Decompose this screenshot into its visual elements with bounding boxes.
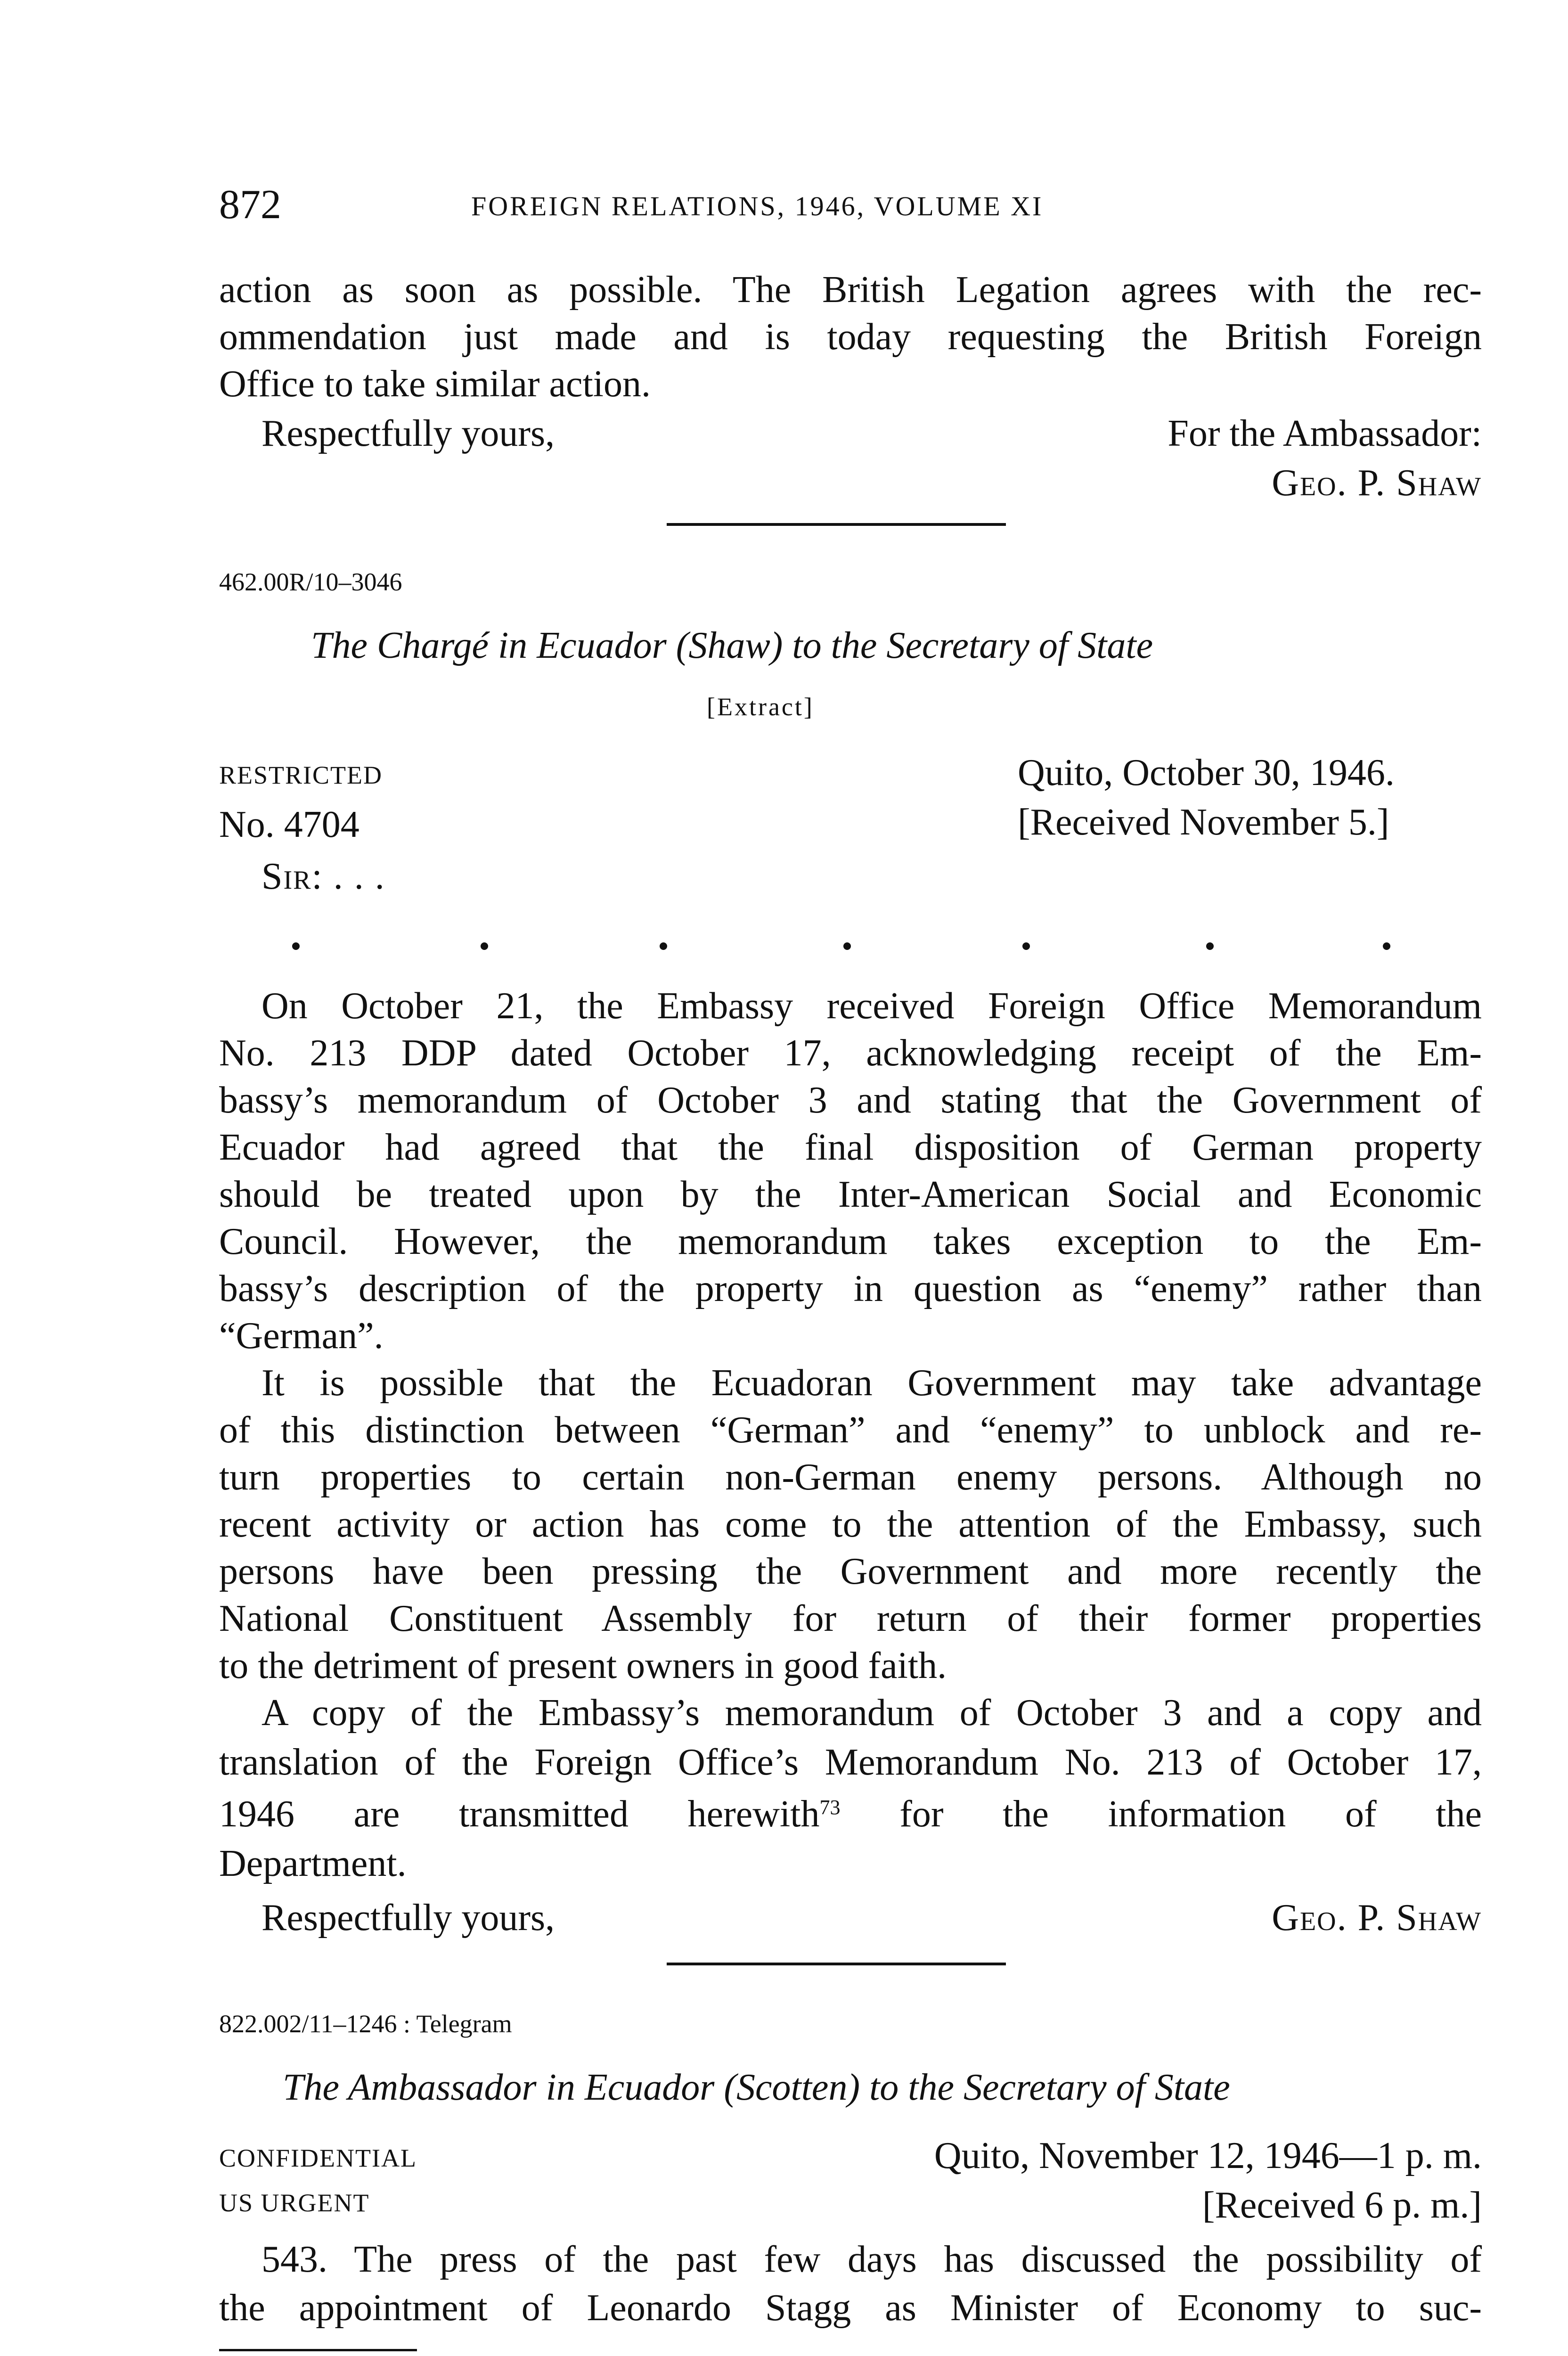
- doc2-extract-note: [Extract]: [707, 693, 814, 721]
- doc2-para1-line-2: No. 213 DDP dated October 17, acknowledging receipt of the Em-: [219, 1032, 1482, 1074]
- running-title: FOREIGN RELATIONS, 1946, VOLUME XI: [471, 191, 1044, 221]
- doc2-closing: Respectfully yours,: [261, 1897, 555, 1939]
- doc3-classification-2: US URGENT: [219, 2189, 370, 2217]
- doc2-para1-line-5: should be treated upon by the Inter-American Social and Economic: [219, 1174, 1482, 1215]
- page-number: 872: [219, 182, 281, 228]
- doc2-title: The Chargé in Ecuador (Shaw) to the Secretary of State: [311, 625, 1153, 666]
- doc2-para2-line-7: to the detriment of present owners in good faith.: [219, 1645, 947, 1686]
- doc2-signature: Geo. P. Shaw: [1272, 1897, 1482, 1939]
- ellipsis-dot: [1206, 942, 1214, 950]
- separator-rule: [667, 1963, 1006, 1965]
- footnote-rule: [219, 2349, 417, 2351]
- footnote-reference: 73: [819, 1796, 841, 1819]
- doc2-received: [Received November 5.]: [1018, 802, 1389, 843]
- doc1-line-2: ommendation just made and is today requesting the British Foreign: [219, 316, 1482, 358]
- doc2-para1-line-7: bassy’s description of the property in question as “enemy” rather than: [219, 1268, 1482, 1309]
- doc1-signature: Geo. P. Shaw: [1272, 462, 1482, 504]
- ellipsis-dot: [1383, 942, 1390, 950]
- ellipsis-dot: [292, 942, 300, 950]
- doc1-line-1: action as soon as possible. The British Legation agrees with the rec-: [219, 269, 1482, 311]
- ellipsis-dot: [660, 942, 667, 950]
- ellipsis-dot: [481, 942, 488, 950]
- doc1-closing: Respectfully yours,: [261, 413, 555, 454]
- doc2-salutation: Sir: . . .: [261, 856, 385, 897]
- doc3-place-date: Quito, November 12, 1946—1 p. m.: [934, 2135, 1482, 2176]
- doc3-file-number: 822.002/11–1246 : Telegram: [219, 2010, 512, 2038]
- doc2-para3-line-4: Department.: [219, 1843, 407, 1884]
- doc2-para1-line-4: Ecuador had agreed that the final disposition of German property: [219, 1127, 1482, 1168]
- doc2-para2-line-2: of this distinction between “German” and “enemy” to unblock and re-: [219, 1409, 1482, 1451]
- doc2-para2-line-5: persons have been pressing the Government and more recently the: [219, 1551, 1482, 1592]
- doc3-received: [Received 6 p. m.]: [1202, 2184, 1482, 2226]
- doc2-para1-line-1: On October 21, the Embassy received Foreign Office Memorandum: [261, 985, 1482, 1027]
- doc1-for-line: For the Ambassador:: [1168, 413, 1482, 454]
- para3-text-after-ref: for the information of the: [899, 1793, 1482, 1835]
- para3-text-before-ref: 1946 are transmitted herewith: [219, 1793, 820, 1835]
- doc3-title: The Ambassador in Ecuador (Scotten) to the Secretary of State: [283, 2067, 1230, 2108]
- doc2-para1-line-6: Council. However, the memorandum takes exception to the Em-: [219, 1221, 1482, 1262]
- doc2-para3-line-3: [219, 1791, 1482, 1838]
- doc2-place-date: Quito, October 30, 1946.: [1018, 752, 1395, 794]
- separator-rule: [667, 523, 1006, 526]
- doc3-line-1: 543. The press of the past few days has discussed the possibility of: [261, 2239, 1482, 2280]
- doc2-para2-line-3: turn properties to certain non-German enemy persons. Although no: [219, 1456, 1482, 1498]
- doc2-file-number: 462.00R/10–3046: [219, 568, 402, 596]
- doc3-classification-1: CONFIDENTIAL: [219, 2144, 417, 2172]
- doc2-para3-line-1: A copy of the Embassy’s memorandum of October 3 and a copy and: [261, 1692, 1482, 1734]
- ellipsis-dot: [1022, 942, 1030, 950]
- doc2-para3-line-2: translation of the Foreign Office’s Memorandum No. 213 of October 17,: [219, 1742, 1482, 1783]
- doc2-para1-line-3: bassy’s memorandum of October 3 and stating that the Government of: [219, 1080, 1482, 1121]
- doc2-para2-line-4: recent activity or action has come to the attention of the Embassy, such: [219, 1504, 1482, 1545]
- ellipsis-dot: [843, 942, 851, 950]
- doc2-para2-line-1: It is possible that the Ecuadoran Government may take advantage: [261, 1362, 1482, 1404]
- doc2-number: No. 4704: [219, 804, 359, 845]
- doc2-para2-line-6: National Constituent Assembly for return of their former properties: [219, 1598, 1482, 1639]
- doc1-line-3: Office to take similar action.: [219, 363, 651, 405]
- doc2-classification: RESTRICTED: [219, 761, 383, 789]
- doc3-line-2: the appointment of Leonardo Stagg as Minister of Economy to suc-: [219, 2287, 1482, 2329]
- doc2-para1-line-8: “German”.: [219, 1315, 384, 1357]
